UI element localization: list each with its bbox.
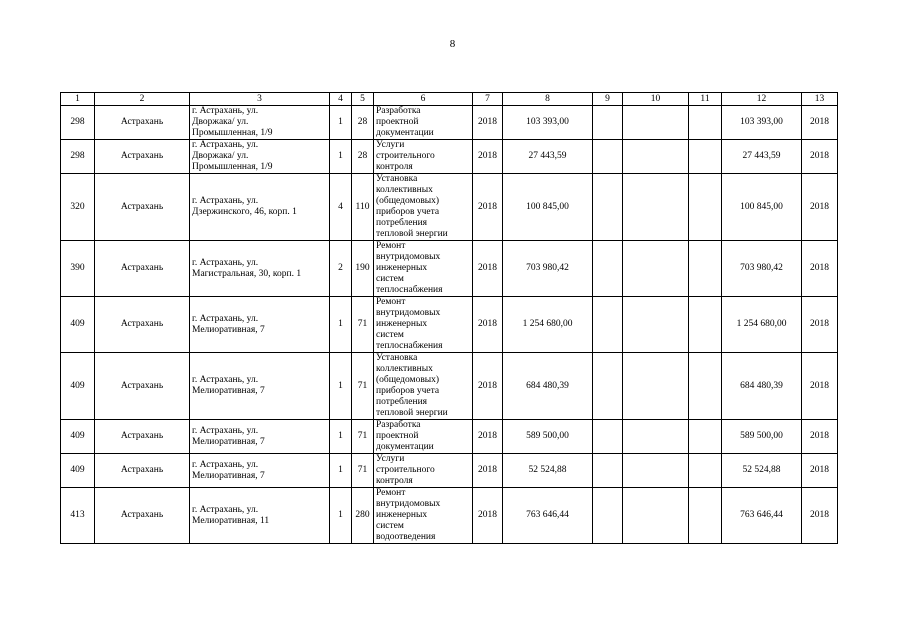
table-row xyxy=(61,420,838,454)
cell-col9 xyxy=(593,241,623,297)
cell-col4: 1 xyxy=(330,353,352,420)
header-cell: 9 xyxy=(593,93,623,106)
cell-col11 xyxy=(689,420,722,454)
cell-work-type: Ремонт внутридомовых инженерных систем теплоснабжения xyxy=(374,241,473,297)
cell-total: 100 845,00 xyxy=(722,174,802,241)
cell-year: 2018 xyxy=(473,454,503,488)
cell-number: 298 xyxy=(61,106,95,140)
cell-col4: 2 xyxy=(330,241,352,297)
cell-amount: 589 500,00 xyxy=(503,420,593,454)
cell-amount: 763 646,44 xyxy=(503,488,593,544)
header-cell: 1 xyxy=(61,93,95,106)
table-row xyxy=(61,174,838,241)
cell-year: 2018 xyxy=(473,106,503,140)
cell-col9 xyxy=(593,420,623,454)
cell-col10 xyxy=(623,241,689,297)
table-row xyxy=(61,106,838,140)
cell-year: 2018 xyxy=(473,297,503,353)
cell-col13: 2018 xyxy=(802,454,838,488)
cell-col11 xyxy=(689,106,722,140)
cell-city: Астрахань xyxy=(95,140,190,174)
table-row xyxy=(61,488,838,544)
cell-number: 409 xyxy=(61,420,95,454)
table-row xyxy=(61,297,838,353)
cell-col9 xyxy=(593,106,623,140)
cell-col4: 1 xyxy=(330,140,352,174)
cell-address: г. Астрахань, ул. Дворжака/ ул. Промышленная, 1/9 xyxy=(190,140,330,174)
cell-amount: 703 980,42 xyxy=(503,241,593,297)
cell-address: г. Астрахань, ул. Мелиоративная, 7 xyxy=(190,454,330,488)
header-cell: 8 xyxy=(503,93,593,106)
cell-year: 2018 xyxy=(473,241,503,297)
cell-work-type: Разработка проектной документации xyxy=(374,420,473,454)
header-cell: 5 xyxy=(352,93,374,106)
cell-col5: 28 xyxy=(352,106,374,140)
cell-work-type: Установка коллективных (общедомовых) приборов учета потребления тепловой энергии xyxy=(374,174,473,241)
cell-work-type: Ремонт внутридомовых инженерных систем водоотведения xyxy=(374,488,473,544)
cell-total: 684 480,39 xyxy=(722,353,802,420)
cell-city: Астрахань xyxy=(95,488,190,544)
cell-amount: 103 393,00 xyxy=(503,106,593,140)
cell-col11 xyxy=(689,140,722,174)
cell-col9 xyxy=(593,297,623,353)
cell-city: Астрахань xyxy=(95,297,190,353)
cell-col10 xyxy=(623,420,689,454)
header-cell: 6 xyxy=(374,93,473,106)
cell-col10 xyxy=(623,353,689,420)
table-row xyxy=(61,353,838,420)
cell-address: г. Астрахань, ул. Дворжака/ ул. Промышленная, 1/9 xyxy=(190,106,330,140)
cell-number: 409 xyxy=(61,454,95,488)
cell-col11 xyxy=(689,297,722,353)
cell-col5: 71 xyxy=(352,297,374,353)
cell-col4: 4 xyxy=(330,174,352,241)
cell-year: 2018 xyxy=(473,420,503,454)
table-row xyxy=(61,241,838,297)
cell-year: 2018 xyxy=(473,488,503,544)
cell-col4: 1 xyxy=(330,297,352,353)
cell-col9 xyxy=(593,454,623,488)
cell-col10 xyxy=(623,488,689,544)
header-cell: 11 xyxy=(689,93,722,106)
cell-col5: 71 xyxy=(352,353,374,420)
cell-address: г. Астрахань, ул. Магистральная, 30, корп. 1 xyxy=(190,241,330,297)
cell-col5: 110 xyxy=(352,174,374,241)
cell-amount: 1 254 680,00 xyxy=(503,297,593,353)
cell-col13: 2018 xyxy=(802,420,838,454)
cell-work-type: Ремонт внутридомовых инженерных систем теплоснабжения xyxy=(374,297,473,353)
cell-number: 409 xyxy=(61,353,95,420)
header-cell: 3 xyxy=(190,93,330,106)
cell-col11 xyxy=(689,454,722,488)
cell-address: г. Астрахань, ул. Мелиоративная, 7 xyxy=(190,420,330,454)
cell-address: г. Астрахань, ул. Мелиоративная, 11 xyxy=(190,488,330,544)
cell-address: г. Астрахань, ул. Мелиоративная, 7 xyxy=(190,297,330,353)
cell-col13: 2018 xyxy=(802,488,838,544)
header-row xyxy=(61,93,838,106)
cell-work-type: Разработка проектной документации xyxy=(374,106,473,140)
cell-year: 2018 xyxy=(473,174,503,241)
header-cell: 12 xyxy=(722,93,802,106)
cell-amount: 52 524,88 xyxy=(503,454,593,488)
cell-number: 320 xyxy=(61,174,95,241)
cell-col13: 2018 xyxy=(802,241,838,297)
cell-work-type: Услуги строительного контроля xyxy=(374,454,473,488)
table-row xyxy=(61,454,838,488)
cell-col13: 2018 xyxy=(802,297,838,353)
header-cell: 10 xyxy=(623,93,689,106)
cell-work-type: Установка коллективных (общедомовых) приборов учета потребления тепловой энергии xyxy=(374,353,473,420)
cell-amount: 100 845,00 xyxy=(503,174,593,241)
cell-number: 413 xyxy=(61,488,95,544)
cell-city: Астрахань xyxy=(95,420,190,454)
cell-col13: 2018 xyxy=(802,353,838,420)
cell-col10 xyxy=(623,174,689,241)
cell-col5: 28 xyxy=(352,140,374,174)
cell-col9 xyxy=(593,140,623,174)
cell-col13: 2018 xyxy=(802,174,838,241)
cell-total: 52 524,88 xyxy=(722,454,802,488)
cell-amount: 27 443,59 xyxy=(503,140,593,174)
cell-address: г. Астрахань, ул. Мелиоративная, 7 xyxy=(190,353,330,420)
header-cell: 7 xyxy=(473,93,503,106)
cell-col13: 2018 xyxy=(802,106,838,140)
cell-col4: 1 xyxy=(330,454,352,488)
cell-col9 xyxy=(593,488,623,544)
cell-col9 xyxy=(593,353,623,420)
cell-number: 409 xyxy=(61,297,95,353)
cell-total: 589 500,00 xyxy=(722,420,802,454)
table-row xyxy=(61,140,838,174)
cell-col4: 1 xyxy=(330,488,352,544)
cell-city: Астрахань xyxy=(95,106,190,140)
cell-col11 xyxy=(689,241,722,297)
cell-col10 xyxy=(623,140,689,174)
data-table xyxy=(60,92,838,544)
cell-col10 xyxy=(623,454,689,488)
cell-city: Астрахань xyxy=(95,174,190,241)
cell-city: Астрахань xyxy=(95,353,190,420)
cell-col5: 190 xyxy=(352,241,374,297)
cell-col11 xyxy=(689,174,722,241)
cell-col5: 71 xyxy=(352,420,374,454)
cell-number: 298 xyxy=(61,140,95,174)
cell-col11 xyxy=(689,488,722,544)
cell-total: 103 393,00 xyxy=(722,106,802,140)
cell-amount: 684 480,39 xyxy=(503,353,593,420)
cell-year: 2018 xyxy=(473,353,503,420)
cell-col11 xyxy=(689,353,722,420)
cell-total: 1 254 680,00 xyxy=(722,297,802,353)
header-cell: 4 xyxy=(330,93,352,106)
cell-col5: 71 xyxy=(352,454,374,488)
cell-number: 390 xyxy=(61,241,95,297)
header-cell: 2 xyxy=(95,93,190,106)
header-cell: 13 xyxy=(802,93,838,106)
cell-col10 xyxy=(623,106,689,140)
cell-col4: 1 xyxy=(330,420,352,454)
cell-col4: 1 xyxy=(330,106,352,140)
cell-city: Астрахань xyxy=(95,241,190,297)
cell-address: г. Астрахань, ул. Дзержинского, 46, корп. 1 xyxy=(190,174,330,241)
cell-total: 703 980,42 xyxy=(722,241,802,297)
cell-col10 xyxy=(623,297,689,353)
cell-col13: 2018 xyxy=(802,140,838,174)
cell-total: 27 443,59 xyxy=(722,140,802,174)
cell-city: Астрахань xyxy=(95,454,190,488)
cell-col5: 280 xyxy=(352,488,374,544)
cell-total: 763 646,44 xyxy=(722,488,802,544)
cell-col9 xyxy=(593,174,623,241)
cell-work-type: Услуги строительного контроля xyxy=(374,140,473,174)
cell-year: 2018 xyxy=(473,140,503,174)
page-number: 8 xyxy=(449,38,456,50)
